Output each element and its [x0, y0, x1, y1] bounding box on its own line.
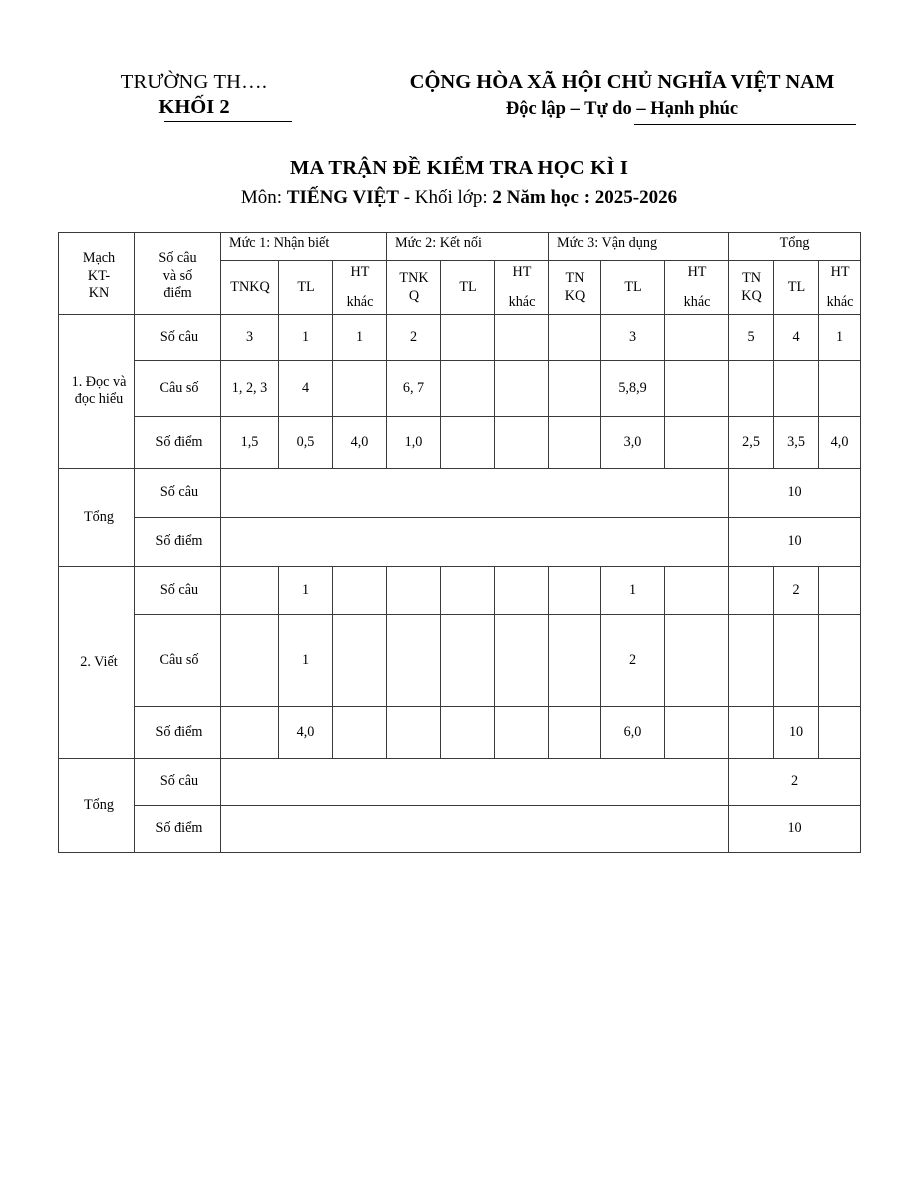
- cell-s1-causo-tong-ht: [819, 360, 861, 416]
- cell-tong2-sodiem-total: 10: [729, 805, 861, 852]
- cell-tong2-socau-blank: [221, 758, 729, 805]
- header-sub-tong-htkhac: [819, 261, 861, 315]
- header-sub-tong-tl-l1: TL: [787, 279, 806, 296]
- cell-s1-socau-tong-tl: 4: [774, 314, 819, 360]
- header-sub-m3-tnkq-l2: KQ: [564, 288, 586, 305]
- header-group-muc1: Mức 1: Nhận biết: [221, 232, 387, 260]
- header-so-cau-so-diem: [135, 232, 221, 314]
- cell-s1-causo-m2-tl: [441, 360, 495, 416]
- header-sub-m2-tl-l1: TL: [459, 279, 477, 296]
- header-mach-line3: KN: [88, 284, 110, 301]
- cell-s2-socau-m1-tnkq: [221, 566, 279, 614]
- table-row: [59, 360, 861, 416]
- header-sub-tong-htkhac-l2: khác: [826, 294, 854, 311]
- cell-s2-sodiem-m1-ht: [333, 706, 387, 758]
- row-label-socau: Số câu: [135, 468, 221, 517]
- cell-s2-causo-m3-tl: 2: [601, 614, 665, 706]
- cell-s1-sodiem-m3-ht: [665, 416, 729, 468]
- cell-s1-sodiem-m1-tl: 0,5: [279, 416, 333, 468]
- cell-s2-socau-tong-tnkq: [729, 566, 774, 614]
- cell-s2-sodiem-tong-ht: [819, 706, 861, 758]
- cell-tong1-sodiem-blank: [221, 517, 729, 566]
- table-row: [59, 416, 861, 468]
- cell-s2-sodiem-tong-tl: 10: [774, 706, 819, 758]
- header-sub-m3-htkhac-l1: HT: [687, 264, 707, 281]
- header-sub-m2-tnkq-l2: Q: [408, 288, 420, 305]
- cell-s2-socau-m3-tl: 1: [601, 566, 665, 614]
- cell-s1-sodiem-m2-ht: [495, 416, 549, 468]
- cell-s1-socau-m3-tl: 3: [601, 314, 665, 360]
- header-sub-m1-tnkq: [221, 261, 279, 315]
- cell-s1-causo-m3-tnkq: [549, 360, 601, 416]
- header-sub-m2-tnkq: [387, 261, 441, 315]
- national-motto-text: Độc lập – Tự do – Hạnh phúc: [505, 98, 739, 119]
- motto-underline: [634, 124, 856, 125]
- subtitle-grade-year: 2 Năm học : 2025-2026: [492, 186, 678, 208]
- cell-s1-socau-m1-ht: 1: [333, 314, 387, 360]
- cell-s1-causo-m1-ht: [333, 360, 387, 416]
- header-socau-line1: Số câu: [158, 250, 197, 267]
- header-socau-line2: và số: [162, 267, 193, 284]
- cell-tong1-sodiem-total: 10: [729, 517, 861, 566]
- cell-s2-sodiem-tong-tnkq: [729, 706, 774, 758]
- cell-s2-socau-m1-tl: 1: [279, 566, 333, 614]
- header-sub-tong-tnkq-l1: TN: [742, 270, 761, 287]
- header-mach-line2: KT-: [87, 267, 111, 284]
- header-sub-m2-tl: [441, 261, 495, 315]
- cell-s1-socau-m2-tnkq: 2: [387, 314, 441, 360]
- cell-s2-sodiem-m2-ht: [495, 706, 549, 758]
- table-row: [59, 517, 861, 566]
- cell-s1-causo-m3-tl: 5,8,9: [601, 360, 665, 416]
- header-sub-m1-htkhac: [333, 261, 387, 315]
- cell-s2-sodiem-m3-ht: [665, 706, 729, 758]
- cell-tong1-socau-total: 10: [729, 468, 861, 517]
- cell-s1-sodiem-tong-tnkq: 2,5: [729, 416, 774, 468]
- section-name-doc-hieu: 1. Đọc và đọc hiểu: [59, 314, 135, 468]
- table-row: [59, 614, 861, 706]
- cell-s2-causo-tong-tnkq: [729, 614, 774, 706]
- cell-s1-causo-tong-tl: [774, 360, 819, 416]
- cell-s1-sodiem-m3-tl: 3,0: [601, 416, 665, 468]
- cell-s1-socau-m3-ht: [665, 314, 729, 360]
- cell-s2-sodiem-m2-tl: [441, 706, 495, 758]
- header-sub-m2-htkhac-l1: HT: [512, 264, 532, 281]
- cell-s1-socau-m1-tnkq: 3: [221, 314, 279, 360]
- table-row: [59, 805, 861, 852]
- row-label-causo: Câu số: [135, 360, 221, 416]
- document-title: MA TRẬN ĐỀ KIỂM TRA HỌC KÌ I: [289, 156, 628, 179]
- cell-s2-socau-m2-ht: [495, 566, 549, 614]
- header-sub-m1-tnkq-l1: TNKQ: [230, 279, 270, 296]
- national-heading: CỘNG HÒA XÃ HỘI CHỦ NGHĨA VIỆT NAM: [409, 71, 835, 93]
- section-name-tong-1: Tổng: [59, 468, 135, 566]
- cell-s1-socau-m2-ht: [495, 314, 549, 360]
- cell-s2-sodiem-m2-tnkq: [387, 706, 441, 758]
- cell-s2-causo-tong-ht: [819, 614, 861, 706]
- cell-s1-sodiem-m2-tl: [441, 416, 495, 468]
- header-sub-tong-htkhac-l1: HT: [830, 264, 850, 281]
- section-name-viet: 2. Viết: [59, 566, 135, 758]
- table-row: [59, 706, 861, 758]
- cell-s2-sodiem-m1-tl: 4,0: [279, 706, 333, 758]
- header-sub-m1-tl: [279, 261, 333, 315]
- matrix-table: [58, 232, 861, 853]
- cell-s1-sodiem-tong-ht: 4,0: [819, 416, 861, 468]
- row-label-causo: Câu số: [135, 614, 221, 706]
- cell-s2-socau-m3-ht: [665, 566, 729, 614]
- header-sub-m3-htkhac: [665, 261, 729, 315]
- table-header-groups: [59, 232, 861, 260]
- section-name-tong-2: Tổng: [59, 758, 135, 852]
- header-sub-tong-tl: [774, 261, 819, 315]
- cell-s2-causo-m3-tnkq: [549, 614, 601, 706]
- row-label-socau: Số câu: [135, 314, 221, 360]
- grade-underline: [164, 121, 291, 122]
- cell-s1-causo-m1-tl: 4: [279, 360, 333, 416]
- subtitle-middle: - Khối lớp:: [398, 186, 493, 208]
- letterhead-left: [18, 70, 344, 119]
- header-sub-tong-tnkq: [729, 261, 774, 315]
- cell-s1-socau-m2-tl: [441, 314, 495, 360]
- cell-s1-causo-tong-tnkq: [729, 360, 774, 416]
- cell-s2-sodiem-m1-tnkq: [221, 706, 279, 758]
- cell-s2-socau-m2-tnkq: [387, 566, 441, 614]
- row-label-sodiem: Số điểm: [135, 706, 221, 758]
- cell-s2-sodiem-m3-tnkq: [549, 706, 601, 758]
- row-label-sodiem: Số điểm: [135, 416, 221, 468]
- cell-s1-socau-tong-ht: 1: [819, 314, 861, 360]
- school-name: TRƯỜNG TH….: [120, 71, 268, 93]
- cell-s2-causo-m2-ht: [495, 614, 549, 706]
- cell-s1-sodiem-m1-tnkq: 1,5: [221, 416, 279, 468]
- header-sub-m3-tnkq: [549, 261, 601, 315]
- header-sub-m1-htkhac-l2: khác: [346, 294, 374, 311]
- header-sub-m2-htkhac: [495, 261, 549, 315]
- cell-s1-causo-m2-ht: [495, 360, 549, 416]
- national-motto: [506, 98, 738, 121]
- cell-s2-causo-m1-tnkq: [221, 614, 279, 706]
- cell-s1-causo-m1-tnkq: 1, 2, 3: [221, 360, 279, 416]
- cell-s1-sodiem-tong-tl: 3,5: [774, 416, 819, 468]
- cell-s2-causo-m3-ht: [665, 614, 729, 706]
- header-sub-tong-tnkq-l2: KQ: [741, 288, 762, 305]
- cell-s2-socau-m3-tnkq: [549, 566, 601, 614]
- header-group-muc3: Mức 3: Vận dụng: [549, 232, 729, 260]
- header-sub-m3-tl: [601, 261, 665, 315]
- header-mach-kt-kn: [59, 232, 135, 314]
- row-label-sodiem: Số điểm: [135, 517, 221, 566]
- cell-s1-sodiem-m3-tnkq: [549, 416, 601, 468]
- header-sub-m3-tl-l1: TL: [624, 279, 642, 296]
- subtitle-prefix: Môn:: [240, 186, 287, 208]
- letterhead-right: [344, 70, 900, 121]
- cell-s2-socau-m2-tl: [441, 566, 495, 614]
- row-label-sodiem: Số điểm: [135, 805, 221, 852]
- cell-s1-socau-m3-tnkq: [549, 314, 601, 360]
- header-mach-line1: Mạch: [82, 250, 116, 267]
- cell-s2-causo-m1-tl: 1: [279, 614, 333, 706]
- header-group-muc2: Mức 2: Kết nối: [387, 232, 549, 260]
- cell-s2-socau-tong-tl: 2: [774, 566, 819, 614]
- cell-s1-socau-m1-tl: 1: [279, 314, 333, 360]
- header-sub-m2-htkhac-l2: khác: [508, 294, 536, 311]
- header-sub-m1-htkhac-l1: HT: [350, 264, 370, 281]
- table-row: [59, 566, 861, 614]
- header-sub-m2-tnkq-l1: TNK: [399, 270, 429, 287]
- cell-s2-socau-m1-ht: [333, 566, 387, 614]
- matrix-table-wrapper: [58, 232, 860, 853]
- cell-s1-sodiem-m2-tnkq: 1,0: [387, 416, 441, 468]
- cell-s2-causo-m2-tnkq: [387, 614, 441, 706]
- cell-s2-causo-m1-ht: [333, 614, 387, 706]
- header-sub-m1-tl-l1: TL: [297, 279, 315, 296]
- cell-tong2-sodiem-blank: [221, 805, 729, 852]
- cell-s2-sodiem-m3-tl: 6,0: [601, 706, 665, 758]
- cell-tong2-socau-total: 2: [729, 758, 861, 805]
- table-row: [59, 758, 861, 805]
- row-label-socau: Số câu: [135, 566, 221, 614]
- subtitle-subject: TIẾNG VIỆT: [286, 186, 399, 208]
- letterhead: [0, 0, 918, 121]
- cell-s1-socau-tong-tnkq: 5: [729, 314, 774, 360]
- row-label-socau: Số câu: [135, 758, 221, 805]
- cell-tong1-socau-blank: [221, 468, 729, 517]
- cell-s2-causo-tong-tl: [774, 614, 819, 706]
- cell-s1-sodiem-m1-ht: 4,0: [333, 416, 387, 468]
- cell-s2-causo-m2-tl: [441, 614, 495, 706]
- document-subtitle: [0, 187, 918, 209]
- grade-label: [158, 95, 229, 119]
- header-sub-m3-tnkq-l1: TN: [565, 270, 585, 287]
- header-socau-line3: điểm: [163, 284, 192, 301]
- table-row: [59, 468, 861, 517]
- cell-s2-socau-tong-ht: [819, 566, 861, 614]
- cell-s1-causo-m2-tnkq: 6, 7: [387, 360, 441, 416]
- header-sub-m3-htkhac-l2: khác: [683, 294, 711, 311]
- table-row: [59, 314, 861, 360]
- header-group-tong: Tổng: [729, 232, 861, 260]
- cell-s1-causo-m3-ht: [665, 360, 729, 416]
- grade-label-text: KHỐI 2: [158, 96, 230, 119]
